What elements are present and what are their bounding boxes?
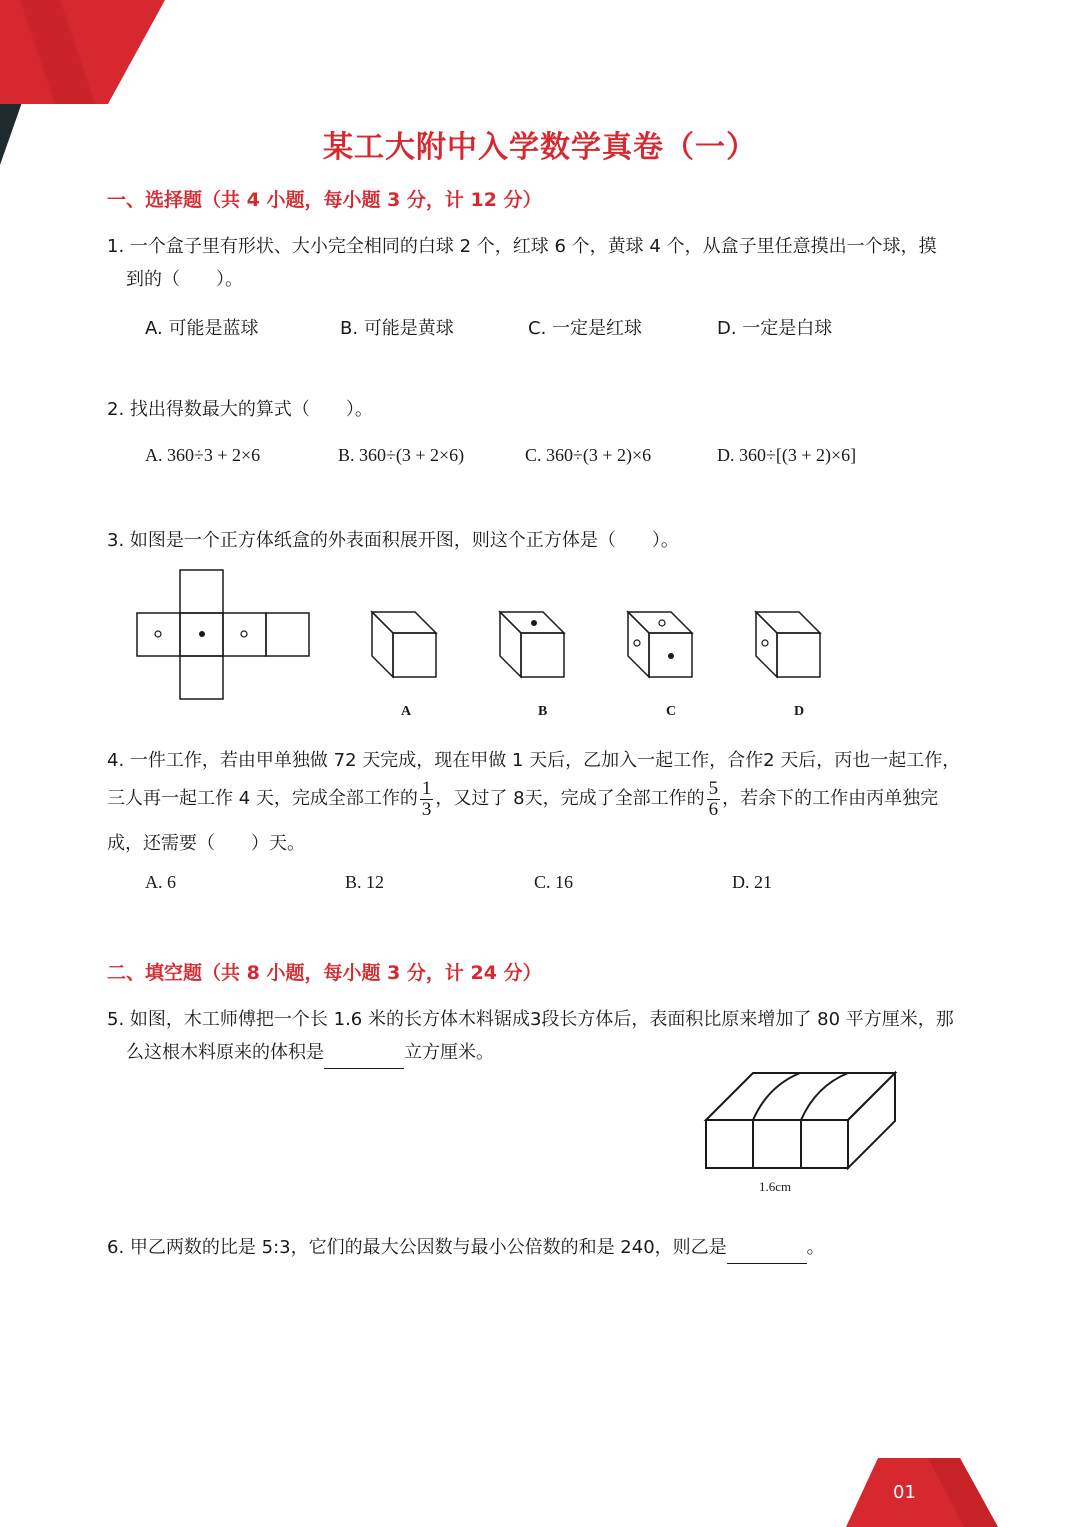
cube-label-d: D	[794, 704, 805, 719]
q2-option-b: B. 360÷(3 + 2×6)	[338, 445, 465, 465]
fraction-numerator: 1	[421, 777, 432, 799]
question-4-line2	[107, 776, 987, 822]
page-number: 01	[893, 1482, 916, 1503]
question-6-text: 6. 甲乙两数的比是 5:3，它们的最大公因数与最小公倍数的和是 240，则乙是	[107, 1237, 727, 1258]
q2-option-c: C. 360÷(3 + 2)×6	[525, 445, 652, 465]
question-5	[107, 1003, 987, 1069]
question-4-line1: 4. 一件工作，若由甲单独做 72 天完成，现在甲做 1 天后，乙加入一起工作，合作2 天后，丙也一起工作，	[107, 750, 961, 771]
fraction-denominator: 3	[421, 798, 432, 820]
section-heading-fill-blank: 二、填空题（共 8 小题，每小题 3 分，计 24 分）	[107, 962, 542, 984]
cube-option-b	[498, 610, 568, 680]
question-1-line1: 1. 一个盒子里有形状、大小完全相同的白球 2 个，红球 6 个，黄球 4 个，从盒子里任意摸出一个球，摸	[107, 236, 937, 257]
question-6-end: 。	[806, 1237, 825, 1258]
question-4-line2-part-a: 三人再一起工作 4 天，完成全部工作的	[107, 788, 418, 809]
question-5-line1: 5. 如图，木工师傅把一个长 1.6 米的长方体木料锯成3段长方体后，表面积比原来增加了 80 平方厘米，那	[107, 1009, 954, 1030]
q2-option-a: A. 360÷3 + 2×6	[145, 445, 261, 465]
cube-label-b: B	[538, 704, 548, 719]
cube-option-d	[754, 610, 824, 680]
wood-block-length-label: 1.6cm	[759, 1179, 792, 1194]
fraction-one-third	[420, 779, 434, 820]
page-title: 某工大附中入学数学真卷（一）	[323, 130, 757, 165]
cube-label-a: A	[401, 704, 412, 719]
question-4-line3: 成，还需要（ ）天。	[107, 833, 305, 854]
cube-option-c	[626, 610, 696, 680]
question-1	[107, 230, 987, 296]
q4-option-c: C. 16	[534, 872, 574, 892]
q2-option-d: D. 360÷[(3 + 2)×6]	[717, 445, 857, 465]
q1-option-c: C. 一定是红球	[528, 318, 643, 339]
fraction-five-sixths	[707, 779, 721, 820]
fraction-numerator: 5	[708, 777, 719, 799]
cube-option-a	[370, 610, 440, 680]
question-5-line2-part-a: 么这根木料原来的体积是	[126, 1042, 324, 1063]
wood-block-figure	[703, 1070, 899, 1174]
question-5-line2	[107, 1036, 987, 1069]
question-6	[107, 1231, 987, 1264]
cube-net-figure	[136, 569, 312, 701]
page-number-badge	[846, 1458, 1000, 1527]
question-1-line2: 到的（ ）。	[126, 269, 243, 290]
q1-option-b: B. 可能是黄球	[340, 318, 454, 339]
q4-option-a: A. 6	[145, 872, 176, 892]
q1-option-d: D. 一定是白球	[717, 318, 833, 339]
fraction-denominator: 6	[708, 798, 719, 820]
answer-blank[interactable]	[324, 1048, 404, 1069]
cube-label-c: C	[666, 704, 677, 719]
answer-blank[interactable]	[727, 1243, 807, 1264]
question-4-line2-part-c: ，若余下的工作由丙单独完	[722, 788, 939, 809]
q4-option-b: B. 12	[345, 872, 385, 892]
q4-option-d: D. 21	[732, 872, 772, 892]
section-heading-choice: 一、选择题（共 4 小题，每小题 3 分，计 12 分）	[107, 189, 542, 211]
q1-option-a: A. 可能是蓝球	[145, 318, 259, 339]
question-3: 3. 如图是一个正方体纸盒的外表面积展开图，则这个正方体是（ ）。	[107, 530, 679, 551]
question-4-line2-part-b: ，又过了 8天，完成了全部工作的	[435, 788, 705, 809]
question-2: 2. 找出得数最大的算式（ ）。	[107, 399, 373, 420]
question-5-line2-part-b: 立方厘米。	[404, 1042, 494, 1063]
